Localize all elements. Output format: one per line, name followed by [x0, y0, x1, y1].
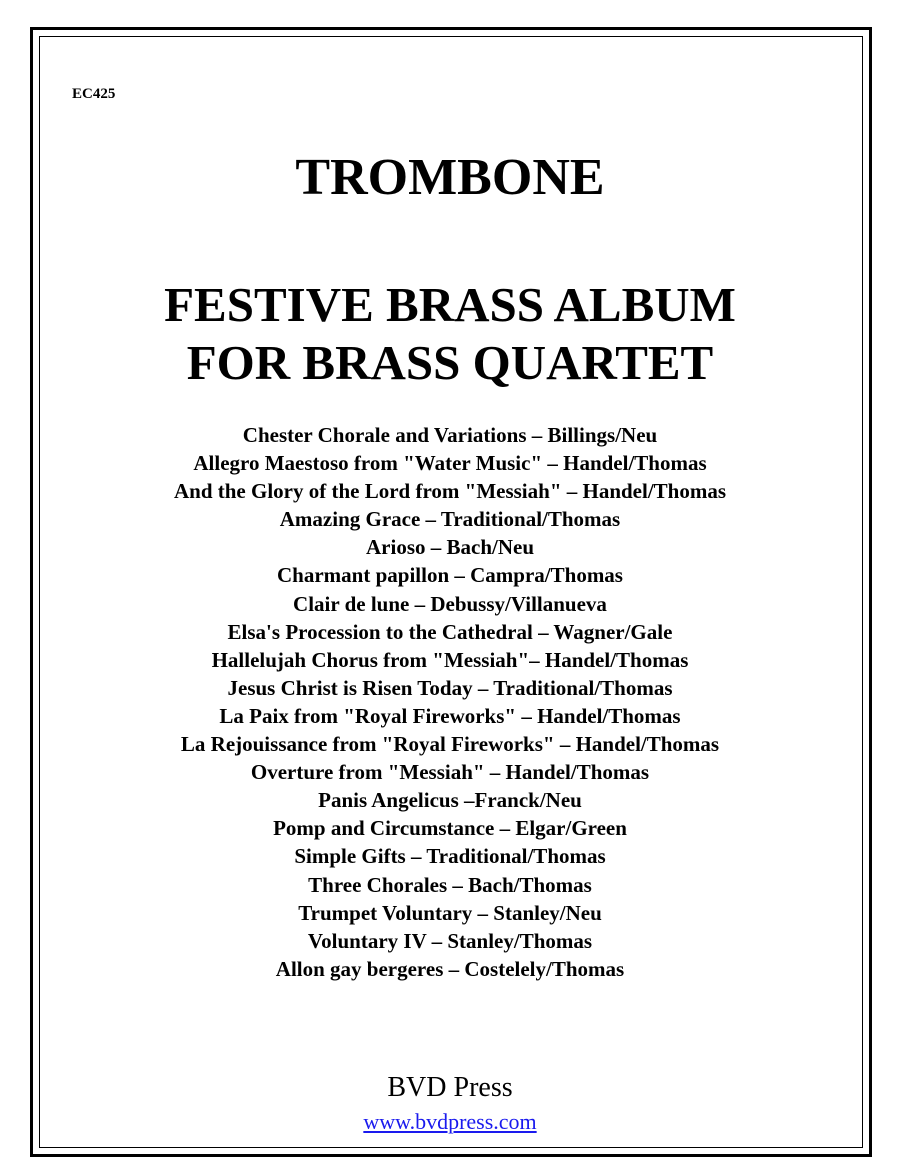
album-title	[0, 276, 900, 392]
list-item: Simple Gifts – Traditional/Thomas	[294, 844, 606, 869]
list-item: Allon gay bergeres – Costelely/Thomas	[275, 956, 625, 981]
list-item: Arioso – Bach/Neu	[366, 535, 534, 560]
album-title-line-1: FESTIVE BRASS ALBUM	[164, 277, 736, 332]
list-item: Trumpet Voluntary – Stanley/Neu	[298, 900, 602, 925]
list-item: Pomp and Circumstance – Elgar/Green	[273, 816, 627, 841]
list-item: La Paix from "Royal Fireworks" – Handel/Thomas	[219, 703, 681, 728]
list-item: Clair de lune – Debussy/Villanueva	[293, 591, 607, 616]
list-item: Allegro Maestoso from "Water Music" – Handel/Thomas	[193, 451, 707, 476]
website-line	[0, 1108, 900, 1136]
list-item: Panis Angelicus –Franck/Neu	[318, 788, 582, 813]
list-item: Voluntary IV – Stanley/Thomas	[307, 928, 593, 953]
list-item: La Rejouissance from "Royal Fireworks" – Handel/Thomas	[180, 732, 720, 757]
website-link[interactable]: www.bvdpress.com	[363, 1109, 537, 1134]
list-item: Hallelujah Chorus from "Messiah"– Handel/Thomas	[211, 647, 689, 672]
publisher-name: BVD Press	[387, 1072, 513, 1103]
list-item: Chester Chorale and Variations – Billings/Neu	[242, 423, 658, 447]
list-item: Amazing Grace – Traditional/Thomas	[279, 507, 621, 532]
album-title-line-2: FOR BRASS QUARTET	[186, 335, 714, 390]
list-item: Elsa's Procession to the Cathedral – Wagner/Gale	[227, 619, 673, 644]
contents-list	[0, 421, 900, 983]
list-item: Charmant papillon – Campra/Thomas	[277, 563, 623, 588]
list-item: Jesus Christ is Risen Today – Traditional/Thomas	[227, 675, 673, 700]
instrument-title: TROMBONE	[295, 149, 605, 206]
list-item: Three Chorales – Bach/Thomas	[308, 872, 592, 897]
list-item: And the Glory of the Lord from "Messiah" – Handel/Thomas	[173, 479, 727, 504]
catalog-number: EC425	[72, 86, 116, 102]
list-item: Overture from "Messiah" – Handel/Thomas	[250, 760, 650, 785]
